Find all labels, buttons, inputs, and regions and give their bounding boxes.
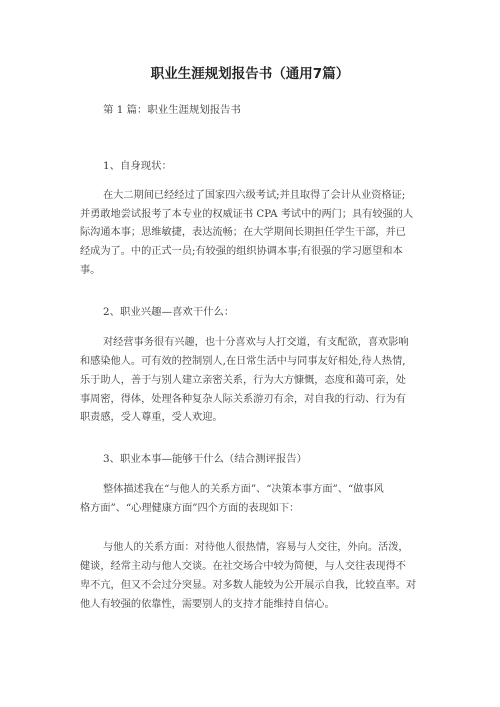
paragraph-line: 乐于助人，善于与别人建立亲密关系，行为大方慷慨，态度和蔼可亲，处: [80, 375, 406, 386]
paragraph-line: 经成为了。中的正式一员;有较强的组织协调本事;有很强的学习愿望和本: [80, 246, 403, 257]
paragraph-line: 格方面”、“心理健康方面”四个方面的表现如下：: [80, 503, 300, 514]
section-heading: 1、自身现状：: [103, 160, 172, 172]
paragraph-line: 健谈，经常主动与他人交谈。在社交场合中较为简便，与人交往表现得不: [80, 561, 406, 572]
document-title: 职业生涯规划报告书（通用7篇）: [150, 66, 350, 82]
paragraph-line: 与他人的关系方面：对待他人很热情，容易与人交往，外向。活泼，: [103, 542, 409, 553]
paragraph-line: 卑不亢，但又不会过分突显。对多数人能较为公开展示自我，比较直率。对: [80, 580, 417, 591]
paragraph-line: 他人有较强的依靠性，需要别人的支持才能维持自信心。: [80, 599, 335, 610]
paragraph-line: 事。: [80, 265, 101, 276]
paragraph-line: 在大二期间已经经过了国家四六级考试;并且取得了会计从业资格证;: [103, 190, 406, 201]
paragraph-line: 事周密，得体，处理各种复杂人际关系游刃有余，对自我的行动、行为有: [80, 394, 406, 405]
section-heading: 3、职业本事—能够干什么（结合测评报告）: [103, 453, 308, 465]
part-heading: 第 1 篇：职业生涯规划报告书: [103, 104, 241, 116]
paragraph-line: 际沟通本事；思维敏捷，表达流畅；在大学期间长期担任学生干部，并已: [80, 227, 406, 238]
paragraph-line: 和感染他人。可有效的控制别人,在日常生活中与同事友好相处,待人热情,: [80, 356, 406, 367]
paragraph-line: 并勇敢地尝试报考了本专业的权威证书 CPA 考试中的两门；具有较强的人: [80, 209, 414, 220]
section-heading: 2、职业兴趣—喜欢干什么：: [103, 306, 235, 318]
paragraph-line: 职责感，受人尊重，受人欢迎。: [80, 412, 223, 423]
paragraph-line: 对经营事务很有兴趣，也十分喜欢与人打交道，有支配欲，喜欢影响: [103, 337, 409, 348]
paragraph-line: 整体描述我在“与他人的关系方面”、“决策本事方面”、“做事风: [103, 484, 384, 495]
